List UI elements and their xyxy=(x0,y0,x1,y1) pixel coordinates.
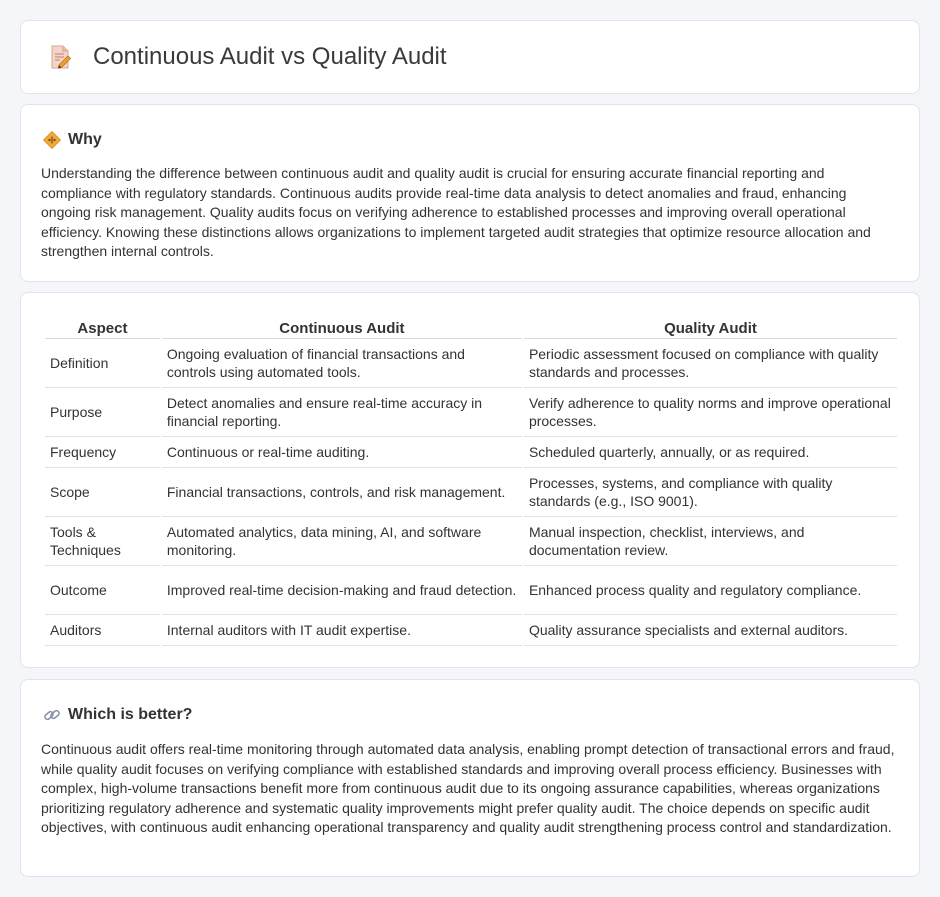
quality-audit-cell: Periodic assessment focused on compliance with quality standards and processes. xyxy=(524,339,897,388)
continuous-audit-cell: Continuous or real-time auditing. xyxy=(162,437,522,468)
aspect-cell: Scope xyxy=(45,468,160,517)
quality-audit-cell: Manual inspection, checklist, interviews, and documentation review. xyxy=(524,517,897,566)
quality-audit-cell: Enhanced process quality and regulatory compliance. xyxy=(524,566,897,615)
header-card xyxy=(20,20,920,94)
quality-audit-cell: Verify adherence to quality norms and improve operational processes. xyxy=(524,388,897,437)
continuous-audit-cell: Financial transactions, controls, and risk management. xyxy=(162,468,522,517)
comparison-table xyxy=(43,313,899,646)
aspect-cell: Outcome xyxy=(45,566,160,615)
why-section xyxy=(20,104,920,282)
column-header-aspect: Aspect xyxy=(45,313,160,339)
quality-audit-cell: Processes, systems, and compliance with quality standards (e.g., ISO 9001). xyxy=(524,468,897,517)
why-title: Why xyxy=(68,130,102,148)
table-row xyxy=(45,339,897,388)
quality-audit-cell: Quality assurance specialists and external auditors. xyxy=(524,615,897,646)
quality-audit-cell: Scheduled quarterly, annually, or as required. xyxy=(524,437,897,468)
why-text: Understanding the difference between continuous audit and quality audit is crucial for ensuring accurate financial reporting and compliance with regulatory standards. Continuous audits provide real-time data analysis to detect anomalies and fraud, enhancing ongoing risk management. Quality audits focus on verifying adherence to established processes and improving overall operational efficiency. Knowing these distinctions allows organizations to implement targeted audit strategies that optimize resource allocation and strengthen internal controls. xyxy=(41,165,871,260)
aspect-cell: Purpose xyxy=(45,388,160,437)
table-row xyxy=(45,437,897,468)
aspect-cell: Frequency xyxy=(45,437,160,468)
table-row xyxy=(45,468,897,517)
aspect-cell: Definition xyxy=(45,339,160,388)
table-header-row xyxy=(45,313,897,339)
which-is-better-title: Which is better? xyxy=(68,705,193,723)
diamond-icon xyxy=(43,131,61,149)
continuous-audit-cell: Ongoing evaluation of financial transactions and controls using automated tools. xyxy=(162,339,522,388)
link-icon xyxy=(43,706,61,724)
continuous-audit-cell: Automated analytics, data mining, AI, and software monitoring. xyxy=(162,517,522,566)
continuous-audit-cell: Internal auditors with IT audit expertise. xyxy=(162,615,522,646)
column-header-quality-audit: Quality Audit xyxy=(524,313,897,339)
table-row xyxy=(45,388,897,437)
comparison-section xyxy=(20,292,920,668)
aspect-cell: Tools & Techniques xyxy=(45,517,160,566)
table-row xyxy=(45,566,897,615)
continuous-audit-cell: Improved real-time decision-making and fraud detection. xyxy=(162,566,522,615)
page-title: Continuous Audit vs Quality Audit xyxy=(93,43,447,70)
table-row xyxy=(45,615,897,646)
continuous-audit-cell: Detect anomalies and ensure real-time accuracy in financial reporting. xyxy=(162,388,522,437)
table-row xyxy=(45,517,897,566)
aspect-cell: Auditors xyxy=(45,615,160,646)
which-is-better-text: Continuous audit offers real-time monitoring through automated data analysis, enabling prompt detection of transactional errors and fraud, while quality audit focuses on verifying compliance with established standards and improving overall process efficiency. Businesses with complex, high-volume transactions benefit more from continuous audit due to its ongoing assurance capabilities, whereas organizations prioritizing regulatory adherence and systematic quality improvements might prefer quality audit. The choice depends on specific audit objectives, with continuous audit enhancing operational transparency and quality audit strengthening process control and standardization. xyxy=(41,741,895,836)
document-pencil-icon xyxy=(47,44,73,70)
column-header-continuous-audit: Continuous Audit xyxy=(162,313,522,339)
which-is-better-section xyxy=(20,679,920,877)
